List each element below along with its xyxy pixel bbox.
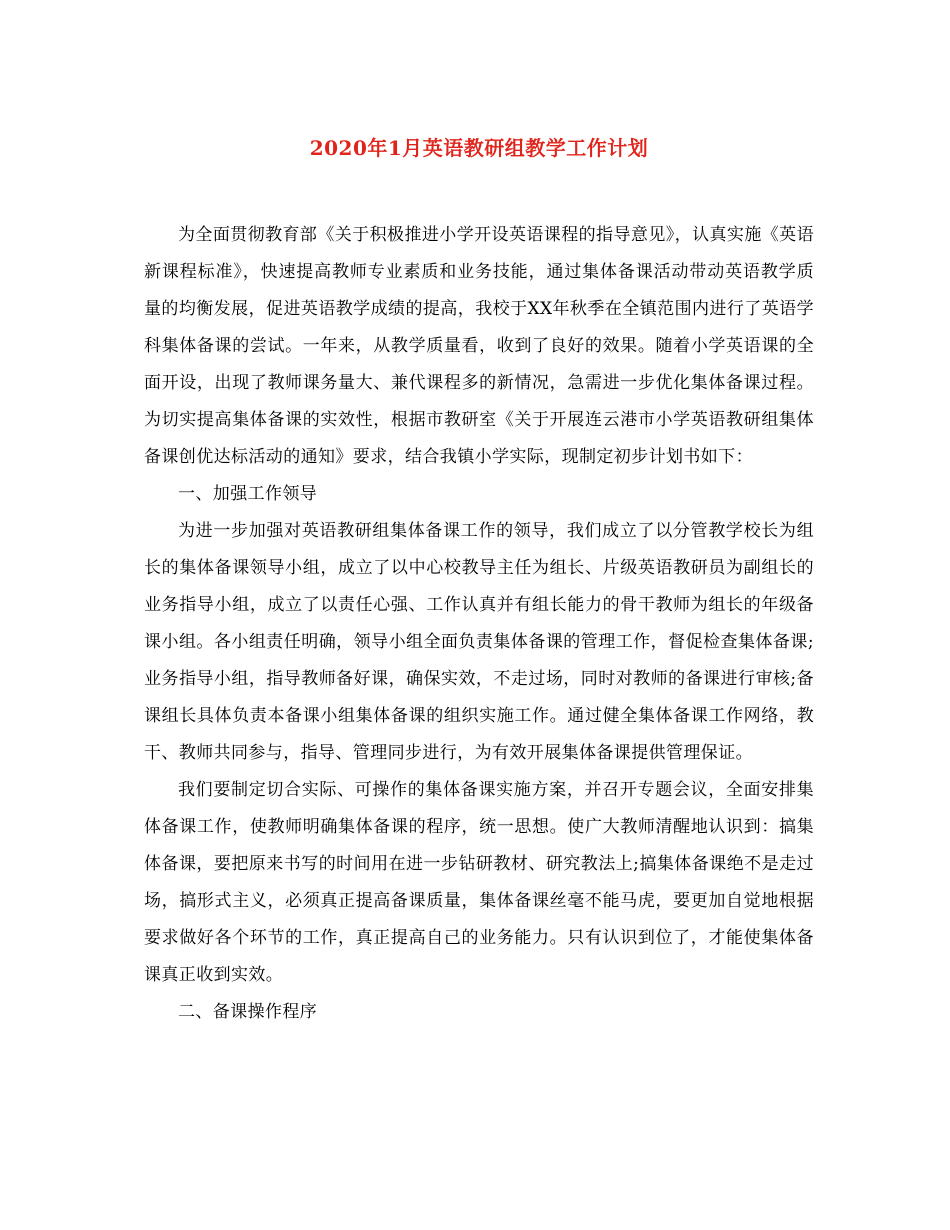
document-title: 2020年1月英语教研组教学工作计划 <box>309 136 649 160</box>
document-body <box>144 217 814 1031</box>
section-heading-procedure: 二、备课操作程序 <box>178 1002 318 1022</box>
intro-paragraph: 为全面贯彻教育部《关于积极推进小学开设英语课程的指导意见》，认真实施《英语新课程标准》，快速提高教师专业素质和业务技能，通过集体备课活动带动英语教学质量的均衡发展，促进英语教学成绩的提高，我校于XX年秋季在全镇范围内进行了英语学科集体备课的尝试。一年来，从教学质量看，收到了良好的效果。随着小学英语课的全面开设，出现了教师课务量大、兼代课程多的新情况，急需进一步优化集体备课过程。为切实提高集体备课的实效性，根据市教研室《关于开展连云港市小学英语教研组集体备课创优达标活动的通知》要求，结合我镇小学实际，现制定初步计划书如下： <box>144 225 814 467</box>
section-heading-leadership: 一、加强工作领导 <box>178 484 318 504</box>
leadership-paragraph: 为进一步加强对英语教研组集体备课工作的领导，我们成立了以分管教学校长为组长的集体备课领导小组，成立了以中心校教导主任为组长、片级英语教研员为副组长的业务指导小组，成立了以责任心强、工作认真并有组长能力的骨干教师为组长的年级备课小组。各小组责任明确，领导小组全面负责集体备课的管理工作，督促检查集体备课;业务指导小组，指导教师备好课，确保实效，不走过场，同时对教师的备课进行审核;备课组长具体负责本备课小组集体备课的组织实施工作。通过健全集体备课工作网络，教干、教师共同参与，指导、管理同步进行，为有效开展集体备课提供管理保证。 <box>144 521 814 763</box>
implementation-paragraph: 我们要制定切合实际、可操作的集体备课实施方案，并召开专题会议，全面安排集体备课工作，使教师明确集体备课的程序，统一思想。使广大教师清醒地认识到：搞集体备课，要把原来书写的时间用在进一步钻研教材、研究教法上;搞集体备课绝不是走过场，搞形式主义，必须真正提高备课质量，集体备课丝毫不能马虎，要更加自觉地根据要求做好各个环节的工作，真正提高自己的业务能力。只有认识到位了，才能使集体备课真正收到实效。 <box>144 780 814 985</box>
